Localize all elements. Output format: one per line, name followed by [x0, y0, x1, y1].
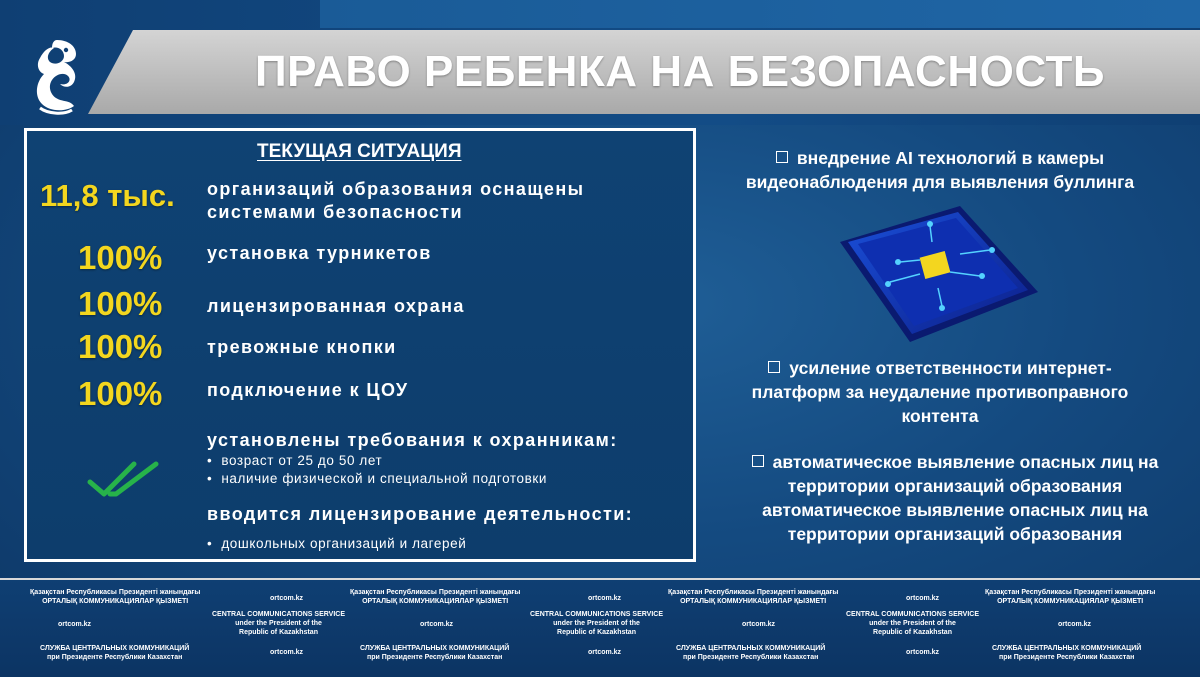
footer-kz: Қазақстан Республикасы Президенті жанындағы ОРТАЛЫҚ КОММУНИКАЦИЯЛАР ҚЫЗМЕТІ [30, 589, 201, 605]
footer-site: ortcom.kz [270, 595, 304, 602]
checkbox-bullet-icon [768, 361, 780, 373]
footer-kz: Қазақстан Республикасы Президенті жанындағы ОРТАЛЫҚ КОММУНИКАЦИЯЛАР ҚЫЗМЕТІ [350, 589, 521, 605]
licensing-item: • дошкольных организаций и лагерей [207, 536, 466, 551]
stat-label-alarm-buttons: тревожные кнопки [207, 337, 397, 357]
checkbox-bullet-icon [752, 455, 764, 467]
footer-ru: СЛУЖБА ЦЕНТРАЛЬНЫХ КОММУНИКАЦИЙ при Президенте Республики Казахстан [676, 645, 826, 661]
licensing-heading: вводится лицензирование деятельности: [207, 504, 634, 524]
footer-site: ortcom.kz [906, 649, 940, 656]
stat-value-cou: 100% [78, 375, 163, 412]
right-item-dangerous-persons: автоматическое выявление опасных лиц на территории организаций образования автоматическое выявление опасных лиц на территории организаций образования [712, 450, 1198, 546]
stat-label-turnstiles: установка турникетов [207, 243, 432, 263]
footer-en: CENTRAL COMMUNICATIONS SERVICE under the President of the Republic of Kazakhstan [530, 611, 664, 636]
footer-site: ortcom.kz [588, 649, 622, 656]
footer-site: ortcom.kz [906, 595, 940, 602]
footer-site: ortcom.kz [270, 649, 304, 656]
footer-site: ortcom.kz [58, 621, 92, 628]
stat-value-security: 100% [78, 285, 163, 322]
footer-site: ortcom.kz [420, 621, 454, 628]
stat-label-organizations: организаций образования оснащены системами безопасности [207, 179, 585, 222]
footer-ru: СЛУЖБА ЦЕНТРАЛЬНЫХ КОММУНИКАЦИЙ при Президенте Республики Казахстан [360, 645, 510, 661]
guards-heading: установлены требования к охранникам: [207, 430, 618, 450]
footer-en: CENTRAL COMMUNICATIONS SERVICE under the President of the Republic of Kazakhstan [846, 611, 980, 636]
stat-value-organizations: 11,8 тыс. [40, 178, 175, 213]
right-item-platforms: усиление ответственности интернет- платформ за неудаление противоправного контента [751, 358, 1129, 426]
footer-site: ortcom.kz [742, 621, 776, 628]
checkbox-bullet-icon [776, 151, 788, 163]
guards-item-training: • наличие физической и специальной подготовки [207, 471, 547, 486]
double-check-icon [86, 458, 162, 502]
footer-en: CENTRAL COMMUNICATIONS SERVICE under the President of the Republic of Kazakhstan [212, 611, 346, 636]
section-title: ТЕКУЩАЯ СИТУАЦИЯ [257, 141, 462, 162]
stat-value-turnstiles: 100% [78, 239, 163, 276]
stat-label-security: лицензированная охрана [207, 296, 465, 316]
ai-tablet-illustration [810, 202, 1042, 344]
snow-leopard-logo-icon [28, 36, 86, 116]
right-item-ai-cameras: внедрение AI технологий в камеры видеонаблюдения для выявления буллинга [745, 148, 1135, 192]
footer-ru: СЛУЖБА ЦЕНТРАЛЬНЫХ КОММУНИКАЦИЙ при Президенте Республики Казахстан [992, 645, 1142, 661]
footer-kz: Қазақстан Республикасы Президенті жанындағы ОРТАЛЫҚ КОММУНИКАЦИЯЛАР ҚЫЗМЕТІ [668, 589, 839, 605]
footer-kz: Қазақстан Республикасы Президенті жанындағы ОРТАЛЫҚ КОММУНИКАЦИЯЛАР ҚЫЗМЕТІ [985, 589, 1156, 605]
footer-site: ortcom.kz [588, 595, 622, 602]
stat-label-cou: подключение к ЦОУ [207, 380, 409, 400]
guards-item-age: • возраст от 25 до 50 лет [207, 453, 382, 468]
stat-value-alarm-buttons: 100% [78, 328, 163, 365]
footer-ru: СЛУЖБА ЦЕНТРАЛЬНЫХ КОММУНИКАЦИЙ при Президенте Республики Казахстан [40, 645, 190, 661]
footer-site: ortcom.kz [1058, 621, 1092, 628]
slide-title: ПРАВО РЕБЕНКА НА БЕЗОПАСНОСТЬ [254, 47, 1106, 96]
